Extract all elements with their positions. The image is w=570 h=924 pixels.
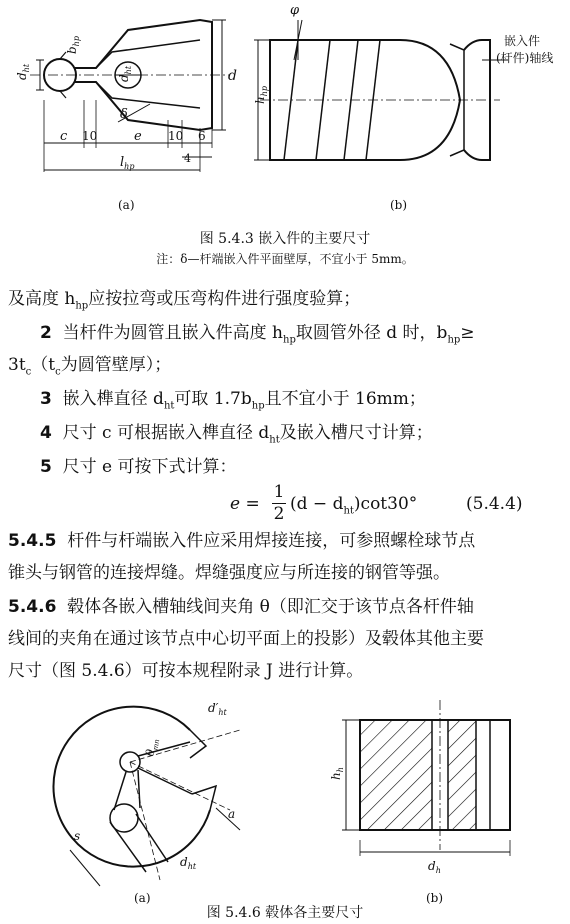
panel-label-a-546: (a) — [134, 891, 151, 905]
panel-label-a: (a) — [118, 198, 135, 212]
label-d-ht: $d_{ht}$ — [180, 855, 197, 871]
label-10-left: 10 — [82, 129, 98, 143]
figure-5-4-3-b — [250, 0, 554, 212]
section-5-4-6: 5.4.6 毂体各嵌入槽轴线间夹角 θ（即汇交于该节点各杆件轴 — [8, 597, 474, 617]
figure-5-4-6-b — [320, 690, 540, 910]
section-5-4-6-line3: 尺寸（图 5.4.6）可按本规程附录 J 进行计算。 — [8, 661, 364, 681]
figure-5-4-3-caption: 图 5.4.3 嵌入件的主要尺寸 — [199, 231, 371, 247]
label-a: a — [228, 807, 236, 821]
label-l-hp: $l_{hp}$ — [120, 155, 135, 171]
item-2-cont: $3t_c(t_c$为圆管壁厚）； — [8, 355, 172, 378]
label-b-hp: $b_{hp}$ — [65, 36, 81, 54]
item-4: 4 尺寸 c 可根据嵌入榫直径 $d_{ht}$及嵌入槽尺寸计算； — [40, 423, 433, 446]
label-d-ht-inner: $d_{ht}$ — [117, 65, 133, 82]
label-d: d — [228, 68, 237, 84]
label-s: s — [74, 829, 81, 843]
label-h-hp: $h_{hp}$ — [253, 85, 269, 104]
label-10-right: 10 — [168, 129, 184, 143]
label-d-ht-left: $d_{ht}$ — [15, 63, 31, 80]
item-3: 3 嵌入榫直径 $d_{ht}$可取 $1.7b_{hp}$且不宜小于 16mm； — [40, 389, 426, 412]
panel-label-b: (b) — [390, 198, 408, 212]
item-5: 5 尺寸 e 可按下式计算： — [40, 457, 237, 477]
item-2: 2 当杆件为圆管且嵌入件高度 $h_{hp}$取圆管外径 d 时，$b_{hp}\ge$ — [40, 323, 475, 346]
label-theta: $\theta_{mn}$ — [143, 738, 162, 758]
figure-5-4-3-note: 注：δ—杆端嵌入件平面壁厚，不宜小于 5mm。 — [156, 252, 414, 266]
section-5-4-5: 5.4.5 杆件与杆端嵌入件应采用焊接连接，可参照螺栓球节点 — [8, 531, 476, 551]
figure-5-4-3-a — [0, 0, 240, 212]
paragraph-continuation: 及高度 $h_{hp}$应按拉弯或压弯构件进行强度验算； — [8, 289, 361, 312]
formula-5-4-4: e = 1 2 $(d - d_{ht})\cot 30^\circ$ (5.4.4) — [230, 482, 523, 524]
section-5-4-5-line2: 锥头与钢管的连接焊缝。焊缝强度应与所连接的钢管等强。 — [8, 563, 450, 583]
label-phi: φ — [290, 3, 300, 18]
label-e: e — [134, 129, 142, 144]
panel-label-b-546: (b) — [426, 891, 444, 905]
label-insert-line2: (杆件)轴线 — [496, 51, 554, 65]
section-5-4-6-line2: 线间的夹角在通过该节点中心切平面上的投影）及毂体其他主要 — [8, 629, 484, 649]
label-delta: δ — [120, 107, 128, 122]
label-4: 4 — [184, 152, 191, 165]
label-c: c — [60, 129, 68, 144]
label-6: 6 — [198, 129, 206, 143]
figure-5-4-6-a — [30, 690, 270, 910]
label-d-ht-prime: $d'_{ht}$ — [208, 701, 227, 717]
label-insert-line1: 嵌入件 — [504, 34, 541, 48]
label-h-h: $h_h$ — [329, 767, 345, 780]
label-d-h: $d_h$ — [428, 859, 441, 875]
figure-5-4-6-caption: 图 5.4.6 毂体各主要尺寸 — [206, 905, 364, 921]
